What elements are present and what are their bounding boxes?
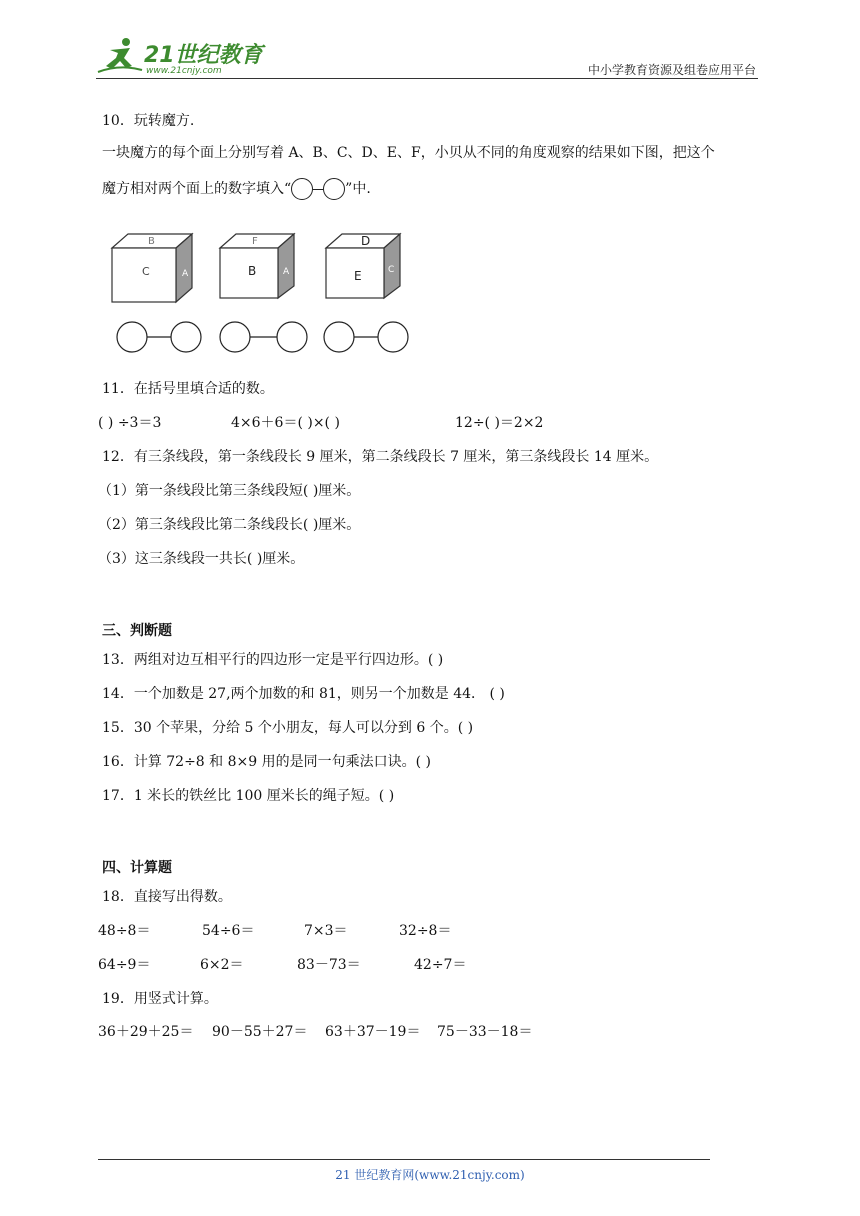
q12-sub2: （2）第三条线段比第二条线段长( )厘米。: [98, 517, 361, 533]
cube-2: [220, 234, 294, 298]
pair-blank: [291, 181, 345, 197]
q12-sub3: （3）这三条线段一共长( )厘米。: [98, 551, 305, 567]
vertical-calc-item: 90－55＋27＝: [212, 1024, 308, 1040]
connector-line: [313, 189, 323, 190]
cube-3: [326, 234, 400, 298]
logo-text: 21世纪教育: [144, 43, 263, 68]
blank-circle: [291, 178, 313, 200]
runner-icon: [96, 36, 144, 76]
calc-item: 32÷8＝: [399, 923, 452, 939]
cube-1-front-label: C: [142, 265, 150, 278]
answer-pairs: [117, 322, 408, 352]
calc-item: 6×2＝: [200, 957, 244, 973]
platform-name: 中小学教育资源及组卷应用平台: [587, 63, 756, 77]
section-title-judgement: 三、判断题: [102, 623, 172, 639]
q12-sub1: （1）第一条线段比第三条线段短( )厘米。: [98, 483, 361, 499]
q10-line2-after: ”中.: [345, 181, 371, 197]
cube-3-top-label: D: [361, 234, 371, 248]
q11-part2: 4×6＋6＝( )×( ): [231, 415, 340, 431]
q18-title: 18．直接写出得数。: [102, 889, 232, 905]
vertical-calc-item: 36＋29＋25＝: [98, 1024, 194, 1040]
cube-1-top-label: B: [148, 236, 155, 247]
q11-part1: ( ) ÷3＝3: [98, 415, 162, 431]
cube-2-top-label: F: [252, 236, 258, 247]
q12-title: 12．有三条线段，第一条线段长 9 厘米，第二条线段长 7 厘米，第三条线段长 14 厘米。: [102, 449, 659, 465]
blank-circle: [323, 178, 345, 200]
judge-item: 13．两组对边互相平行的四边形一定是平行四边形。( ): [102, 652, 444, 668]
q10-line2-before: 魔方相对两个面上的数字填入“: [102, 181, 292, 197]
section-title-calculation: 四、计算题: [102, 860, 172, 876]
answer-circle: [277, 322, 307, 352]
q10-text-line1: 一块魔方的每个面上分别写着 A、B、C、D、E、F，小贝从不同的角度观察的结果如下图，把这个: [102, 145, 715, 161]
answer-circle: [171, 322, 201, 352]
calc-item: 48÷8＝: [98, 923, 151, 939]
calc-item: 64÷9＝: [98, 957, 151, 973]
judge-item: 17．1 米长的铁丝比 100 厘米长的绳子短。( ): [102, 788, 395, 804]
cube-2-front-label: B: [248, 264, 257, 278]
cube-3-side-label: C: [388, 265, 395, 275]
q19-title: 19．用竖式计算。: [102, 991, 218, 1007]
cube-2-side-label: A: [283, 267, 290, 277]
answer-circle: [378, 322, 408, 352]
cube-3-front-label: E: [354, 269, 362, 283]
q11-title: 11．在括号里填合适的数。: [102, 381, 274, 397]
vertical-calc-item: 75－33－18＝: [437, 1024, 533, 1040]
logo-url: www.21cnjy.com: [146, 66, 222, 76]
q11-part3: 12÷( )＝2×2: [455, 415, 544, 431]
calc-item: 54÷6＝: [202, 923, 255, 939]
cube-1: [112, 234, 192, 302]
footer-divider: [98, 1159, 710, 1160]
judge-item: 16．计算 72÷8 和 8×9 用的是同一句乘法口诀。( ): [102, 754, 431, 770]
vertical-calc-item: 63＋37－19＝: [325, 1024, 421, 1040]
q10-text-line2: [102, 178, 371, 200]
calc-item: 7×3＝: [304, 923, 348, 939]
footer-link[interactable]: 21 世纪教育网(www.21cnjy.com): [335, 1168, 525, 1182]
answer-circle: [324, 322, 354, 352]
judge-item: 14．一个加数是 27,两个加数的和 81，则另一个加数是 44． ( ): [102, 686, 505, 702]
calc-item: 42÷7＝: [414, 957, 467, 973]
cube-1-side-label: A: [182, 269, 189, 279]
header-divider: [96, 78, 758, 79]
answer-circle: [117, 322, 147, 352]
brand-logo: [96, 36, 263, 80]
answer-circle: [220, 322, 250, 352]
judge-item: 15．30 个苹果，分给 5 个小朋友，每人可以分到 6 个。( ): [102, 720, 474, 736]
cube-figures: [108, 228, 418, 358]
q10-title: 10．玩转魔方.: [102, 113, 195, 129]
calc-item: 83－73＝: [297, 957, 361, 973]
